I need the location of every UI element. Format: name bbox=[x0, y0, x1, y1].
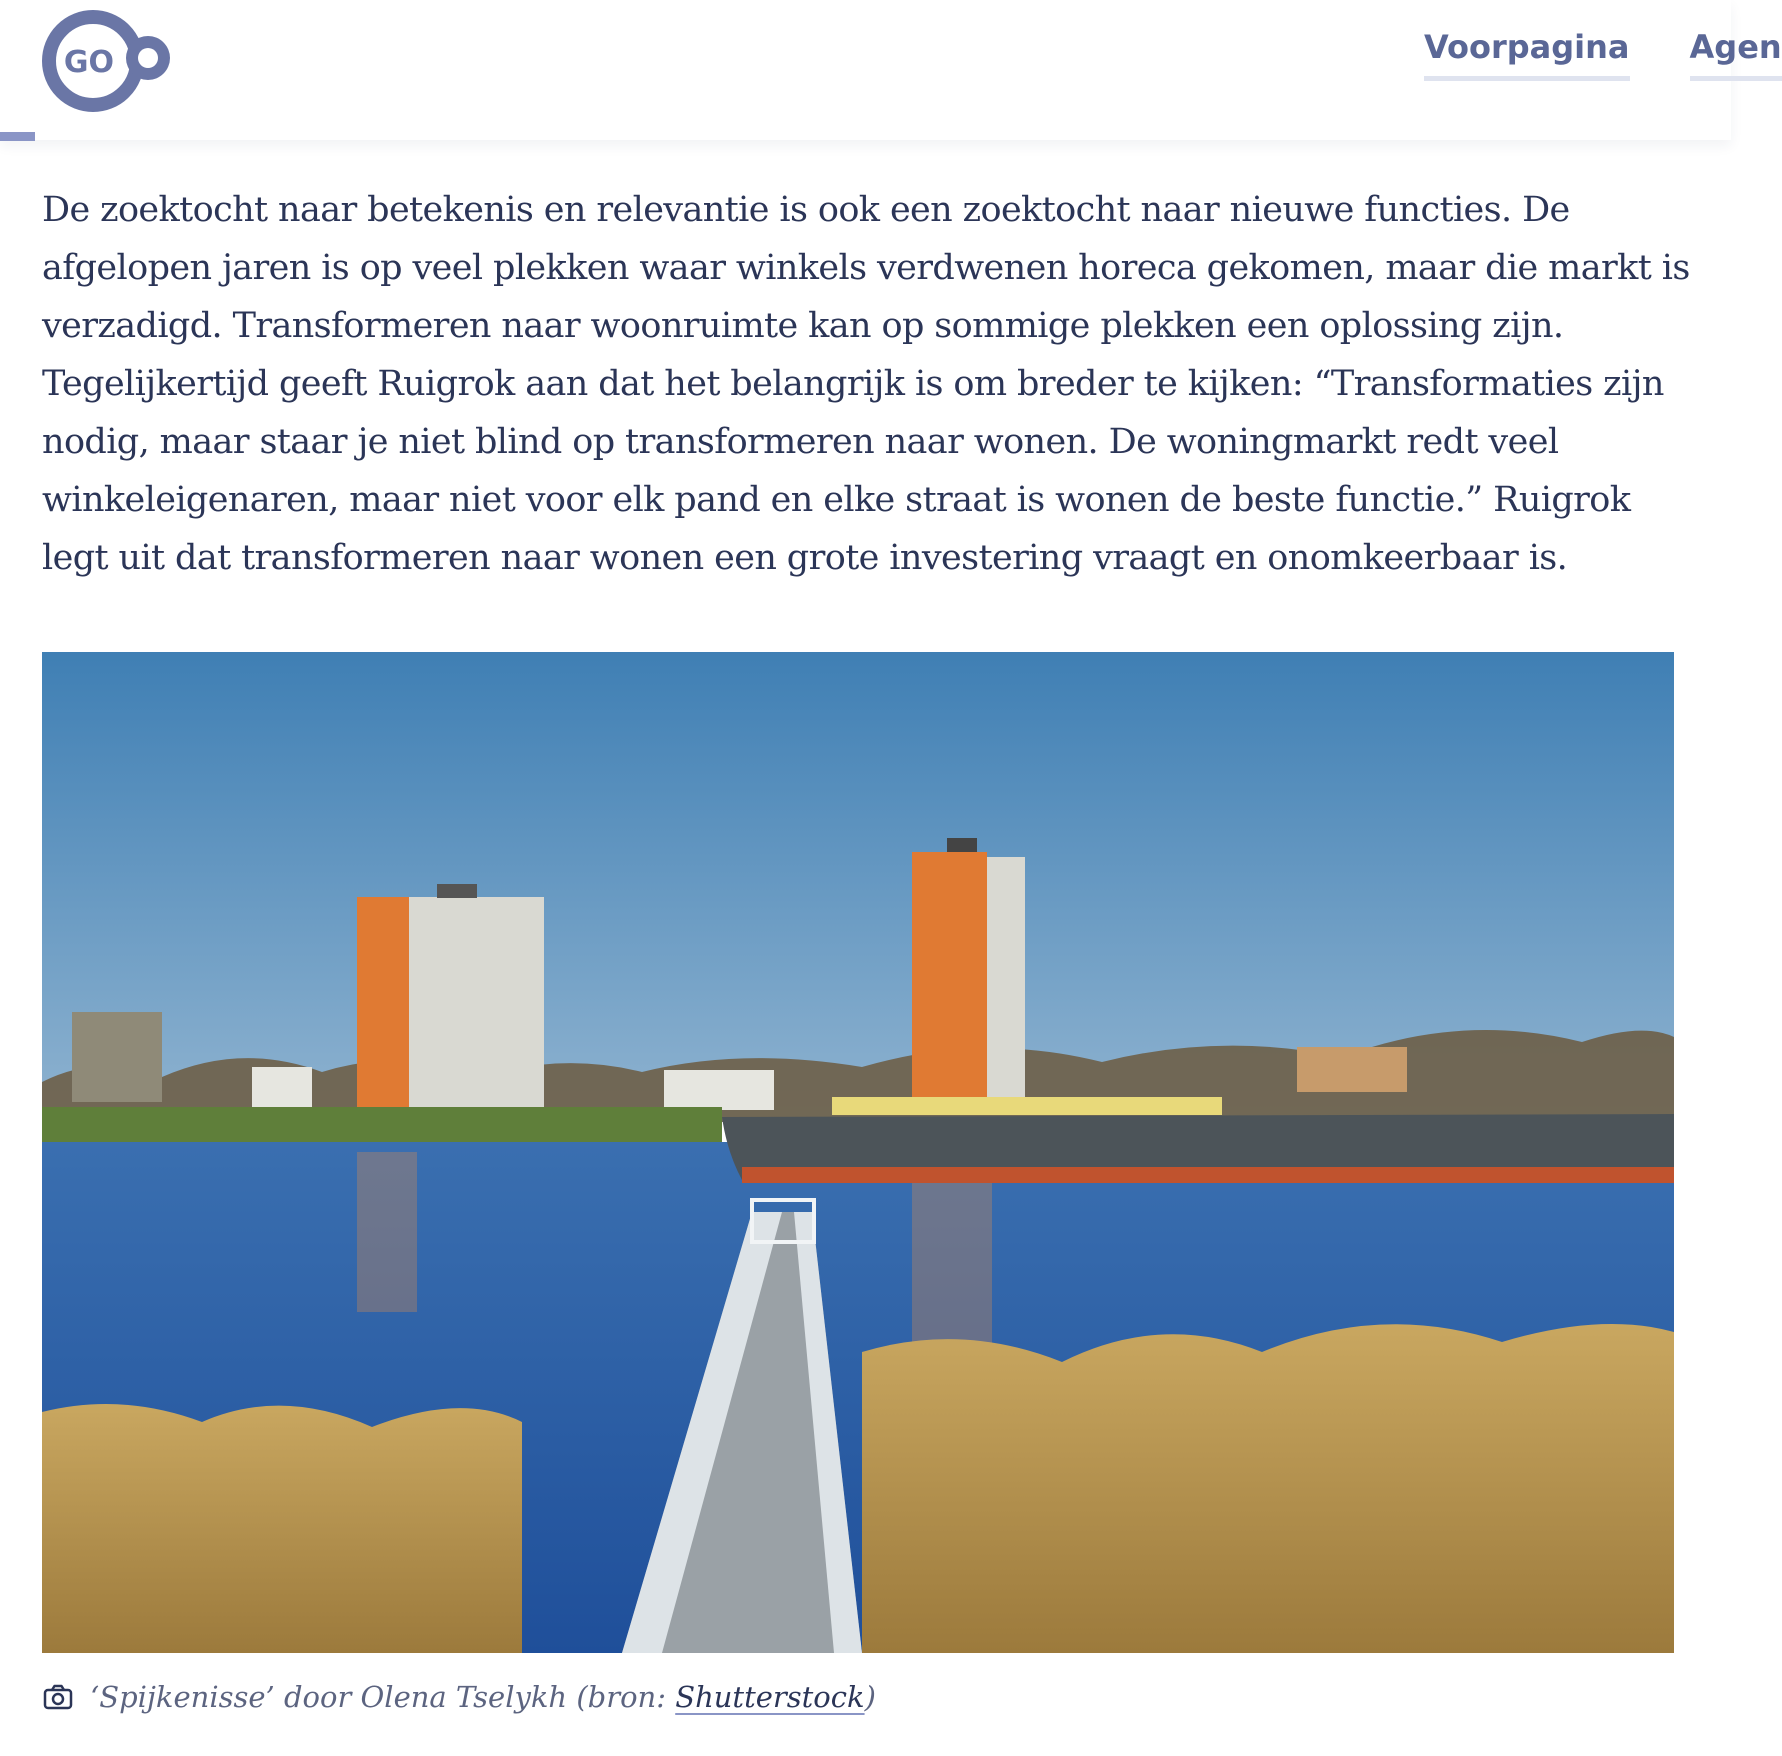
caption-source-link[interactable]: Shutterstock bbox=[675, 1680, 865, 1714]
photo-spijkenisse bbox=[42, 652, 1674, 1653]
site-header bbox=[0, 0, 1782, 140]
site-logo[interactable] bbox=[40, 8, 176, 114]
article-photo bbox=[42, 652, 1674, 1653]
article-paragraph: De zoektocht naar betekenis en relevantie is ook een zoektocht naar nieuwe functies. De afgelopen jaren is op veel plekken waar winkels verdwenen horeca gekomen, maar die markt is verzadigd. Transformeren naar woonruimte kan op sommige plekken een oplossing zijn. Tegelijkertijd geeft Ruigrok aan dat het belangrijk is om breder te kijken: “Transformaties zijn nodig, maar staar je niet blind op transformeren naar wonen. De woningmarkt redt veel winkeleigenaren, maar niet voor elk pand en elke straat is wonen de beste functie.” Ruigrok legt uit dat transformeren naar wonen een grote investering vraagt en onomkeerbaar is. bbox=[42, 190, 1690, 578]
caption-prefix: ‘Spijkenisse’ door Olena Tselykh (bron: bbox=[90, 1680, 676, 1714]
nav-item-voorpagina[interactable]: Voorpagina bbox=[1424, 28, 1630, 81]
nav-item-agenda[interactable]: Agen bbox=[1690, 28, 1782, 81]
main-nav bbox=[1424, 28, 1782, 90]
reading-progress-fill bbox=[0, 132, 35, 141]
photo-caption bbox=[42, 1673, 876, 1721]
caption-text bbox=[90, 1680, 876, 1714]
logo-mark bbox=[40, 8, 176, 114]
reading-progress-bar bbox=[0, 132, 1731, 141]
logo-text: GO bbox=[63, 45, 115, 80]
caption-suffix: ) bbox=[864, 1680, 876, 1714]
camera-icon bbox=[42, 1681, 74, 1713]
